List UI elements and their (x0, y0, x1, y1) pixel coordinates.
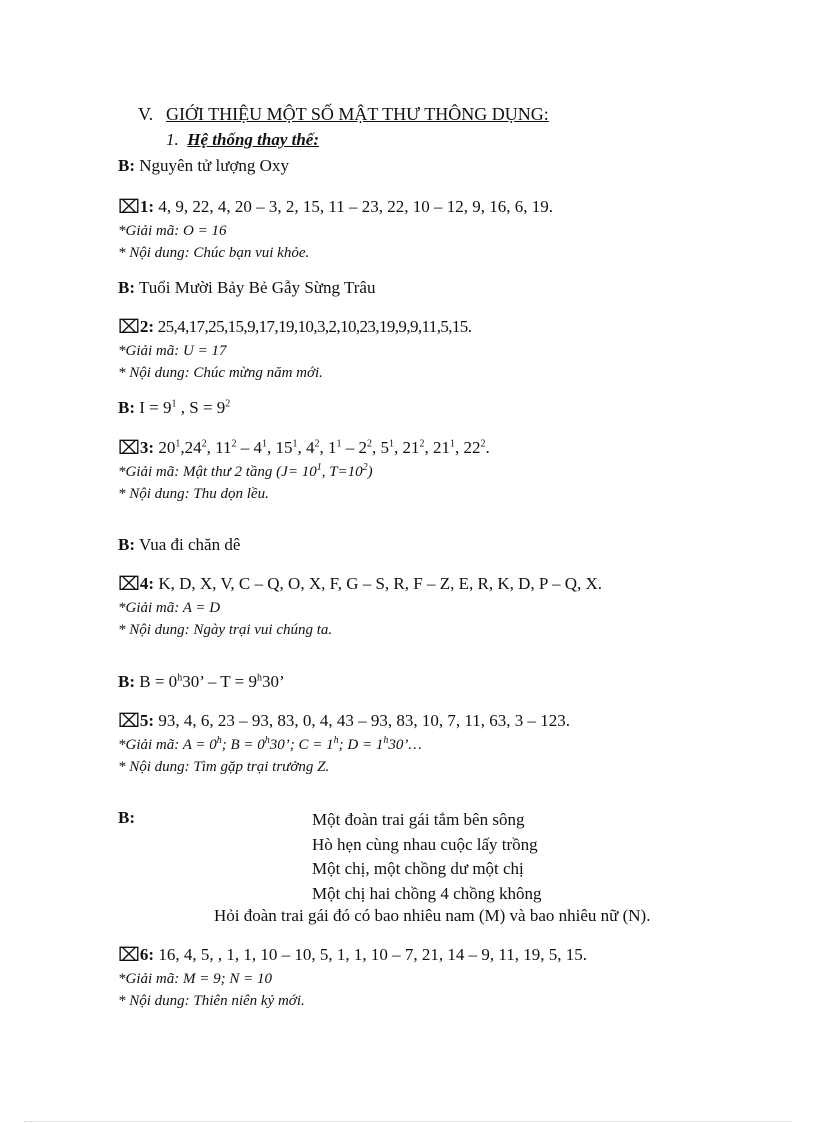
hint-label: B: (118, 156, 135, 175)
cipher-2 (118, 316, 471, 339)
cipher-6 (118, 944, 587, 967)
superscript: 1 (175, 438, 181, 450)
poem-line: Một chị, một chồng dư một chị (312, 859, 524, 878)
hint-text: B = 0 (139, 672, 178, 691)
cipher-segment: . (485, 438, 490, 457)
cipher-number: 2: (139, 317, 155, 336)
cipher-segment: ,24 (180, 438, 202, 457)
hint-5 (118, 672, 285, 692)
hint-text: , S = 9 (176, 398, 226, 417)
superscript: 1 (171, 398, 177, 410)
cipher-number: 3: (139, 438, 155, 457)
hint-3 (118, 398, 230, 418)
cipher-5 (118, 710, 570, 733)
cipher-number: 4: (139, 574, 155, 593)
section-title: GIỚI THIỆU MỘT SỐ MẬT THƯ THÔNG DỤNG: (166, 104, 549, 124)
superscript: 2 (231, 438, 237, 450)
hint-text: I = 9 (139, 398, 172, 417)
key-text: *Giải mã: Mật thư 2 tầng (J= 10 (118, 464, 317, 480)
envelope-icon: ⌧ (118, 197, 140, 218)
hint-text: Tuổi Mười Bảy Bẻ Gẫy Sừng Trâu (138, 278, 376, 297)
key-text: ) (367, 464, 373, 480)
hint-label: B: (118, 672, 135, 691)
cipher-segment: , 1 (319, 438, 337, 457)
superscript: 2 (366, 438, 372, 450)
decoded-content: * Nội dung: Tìm gặp trại trưởng Z. (118, 759, 330, 775)
section-number: V. (138, 104, 154, 124)
poem-label: B: (118, 808, 135, 827)
superscript: 2 (314, 438, 320, 450)
poem-question: Hỏi đoàn trai gái đó có bao nhiêu nam (M) và bao nhiêu nữ (N). (214, 906, 651, 925)
solution-4 (118, 597, 332, 641)
solution-1 (118, 220, 309, 264)
poem-line: Một chị hai chồng 4 chồng không (312, 883, 542, 903)
cipher-number: 6: (139, 945, 155, 964)
superscript: 1 (388, 438, 394, 450)
superscript: 1 (261, 438, 267, 450)
cipher-segment: – 4 (236, 438, 262, 457)
envelope-icon: ⌧ (118, 317, 140, 338)
superscript: h (256, 672, 262, 684)
superscript: 2 (225, 398, 231, 410)
superscript: 1 (449, 438, 455, 450)
hint-text: 30’ (261, 672, 285, 691)
hint-label: B: (118, 535, 135, 554)
cipher-segment: ; D = 1 (338, 737, 384, 753)
cipher-segment: 30’; C = 1 (269, 737, 334, 753)
hint-label: B: (118, 398, 135, 417)
cipher-number: 1: (139, 197, 155, 216)
envelope-icon: ⌧ (118, 574, 140, 595)
section-heading (138, 104, 549, 125)
cipher-text: 25,4,17,25,15,9,17,19,10,3,2,10,23,19,9,9,11,5,15. (154, 317, 472, 336)
key-text: , T=10 (321, 464, 363, 480)
superscript: h (216, 735, 222, 746)
solution-5 (118, 734, 422, 778)
superscript: 2 (201, 438, 207, 450)
cipher-segment: , 5 (371, 438, 389, 457)
solution-2 (118, 340, 323, 384)
subsection-number: 1. (166, 130, 179, 149)
cipher-number: 5: (139, 711, 155, 730)
hint-text: Vua đi chăn dê (138, 535, 241, 554)
cipher-3 (118, 437, 490, 460)
superscript: 1 (292, 438, 298, 450)
cipher-text: 93, 4, 6, 23 – 93, 83, 0, 4, 43 – 93, 83, 10, 7, 11, 63, 3 – 123. (154, 711, 570, 730)
poem-line: Hò hẹn cùng nhau cuộc lấy trồng (312, 834, 538, 854)
cipher-text: 16, 4, 5, , 1, 1, 10 – 10, 5, 1, 1, 10 – 7, 21, 14 – 9, 11, 19, 5, 15. (154, 945, 587, 964)
decoded-content: * Nội dung: Thiên niên kỷ mới. (118, 993, 305, 1009)
cipher-segment: , 21 (393, 438, 420, 457)
superscript: 1 (336, 438, 342, 450)
hint-text: 30’ – T = 9 (182, 672, 257, 691)
superscript: 2 (419, 438, 425, 450)
poem-line: Một đoàn trai gái tắm bên sông (312, 810, 525, 829)
hint-label: B: (118, 278, 135, 297)
footer-divider (24, 1121, 792, 1122)
hint-1 (118, 156, 289, 176)
cipher-segment: , 4 (297, 438, 315, 457)
decoded-content: * Nội dung: Thu dọn lều. (118, 486, 269, 502)
decoded-content: * Nội dung: Chúc mừng năm mới. (118, 365, 323, 381)
poem (312, 808, 541, 906)
cipher-segment: , 22 (454, 438, 481, 457)
cipher-segment: , 11 (206, 438, 232, 457)
subsection-heading (166, 130, 319, 150)
superscript: 2 (362, 462, 368, 473)
cipher-1 (118, 196, 553, 219)
hint-2 (118, 278, 375, 298)
solution-6 (118, 968, 305, 1012)
cipher-text (154, 438, 490, 457)
cipher-segment: 30’… (388, 737, 422, 753)
superscript: h (383, 735, 389, 746)
decode-key: *Giải mã: M = 9; N = 10 (118, 971, 272, 987)
superscript: h (177, 672, 183, 684)
cipher-text: K, D, X, V, C – Q, O, X, F, G – S, R, F – Z, E, R, K, D, P – Q, X. (154, 574, 603, 593)
cipher-4 (118, 573, 602, 596)
superscript: h (264, 735, 270, 746)
cipher-segment: *Giải mã: A = 0 (118, 737, 217, 753)
envelope-icon: ⌧ (118, 438, 140, 459)
decode-key: *Giải mã: U = 17 (118, 343, 227, 359)
superscript: 2 (480, 438, 486, 450)
envelope-icon: ⌧ (118, 711, 140, 732)
hint-text: Nguyên tử lượng Oxy (139, 156, 289, 175)
hint-4 (118, 535, 240, 555)
subsection-title: Hệ thống thay thế: (187, 130, 320, 149)
decode-key: *Giải mã: O = 16 (118, 223, 227, 239)
superscript: 1 (316, 462, 322, 473)
cipher-text: 4, 9, 22, 4, 20 – 3, 2, 15, 11 – 23, 22, 10 – 12, 9, 16, 6, 19. (154, 197, 553, 216)
decoded-content: * Nội dung: Chúc bạn vui khỏe. (118, 245, 310, 261)
cipher-segment: 20 (154, 438, 176, 457)
decode-key (118, 734, 422, 756)
decode-key (118, 461, 373, 483)
superscript: h (333, 735, 339, 746)
envelope-icon: ⌧ (118, 945, 140, 966)
cipher-segment: , 15 (266, 438, 293, 457)
cipher-segment: , 21 (424, 438, 450, 457)
cipher-segment: – 2 (341, 438, 367, 457)
decoded-content: * Nội dung: Ngày trại vui chúng ta. (118, 622, 333, 638)
solution-3 (118, 461, 373, 505)
decode-key: *Giải mã: A = D (118, 600, 221, 616)
cipher-segment: ; B = 0 (221, 737, 265, 753)
